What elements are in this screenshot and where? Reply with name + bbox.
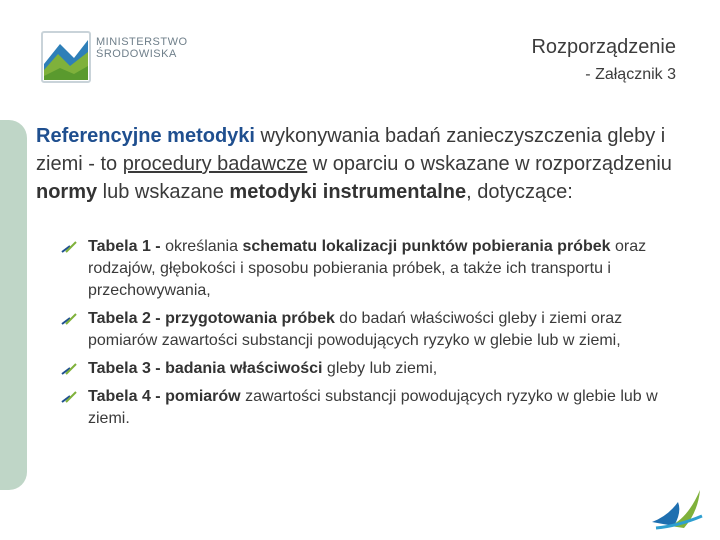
- leaf-arrow-icon: [60, 240, 78, 254]
- table-list: [60, 236, 680, 436]
- list-item-table-1: [60, 236, 680, 302]
- intro-text-1: wykonywania badań zanieczyszczenia gleby i ziemi - to: [36, 125, 666, 175]
- intro-term-procedures: procedury badawcze: [122, 153, 308, 175]
- list-item-table-2: [60, 308, 680, 352]
- intro-paragraph: [36, 122, 686, 206]
- item-4-label: Tabela 4 - pomiarów: [88, 388, 241, 405]
- list-item-table-4: [60, 386, 680, 430]
- intro-term-methods: Referencyjne metodyki: [36, 125, 255, 147]
- intro-text-3: lub wskazane: [97, 181, 230, 203]
- item-3-label: Tabela 3 - badania właściwości: [88, 360, 323, 377]
- page-subtitle: - Załącznik 3: [585, 66, 676, 83]
- logo-line-1: MINISTERSTWO: [96, 36, 188, 48]
- leaf-arrow-icon: [60, 362, 78, 376]
- item-3-text: gleby lub ziemi,: [322, 360, 438, 377]
- logo-line-2: ŚRODOWISKA: [96, 48, 177, 60]
- item-1-text-b: oraz rodzajów, głębokości i sposobu pobierania próbek, a także ich transportu i przechowywania,: [88, 238, 647, 299]
- list-item-table-3: [60, 358, 680, 380]
- item-2-label: Tabela 2 - przygotowania próbek: [88, 310, 335, 327]
- item-1-emph: schematu lokalizacji punktów pobierania próbek: [242, 238, 611, 255]
- intro-term-instrumental: metodyki instrumentalne: [229, 181, 467, 203]
- item-1-label: Tabela 1 -: [88, 238, 166, 255]
- item-1-text-a: określania: [165, 238, 243, 255]
- item-4-text: zawartości substancji powodujących ryzyko w glebie lub w ziemi.: [88, 388, 658, 427]
- page-title: Rozporządzenie: [531, 36, 676, 58]
- left-accent-bar: [0, 120, 27, 490]
- leaf-arrow-icon: [60, 312, 78, 326]
- intro-text-2: w oparciu o wskazane w rozporządzeniu: [307, 153, 672, 175]
- item-2-text: do badań właściwości gleby i ziemi oraz pomiarów zawartości substancji powodujących ryzyko w glebie lub w ziemi,: [88, 310, 623, 349]
- logo-wordmark: [96, 36, 188, 60]
- leaf-arrow-icon: [60, 390, 78, 404]
- intro-text-4: , dotyczące:: [466, 181, 573, 203]
- swoosh-logo-icon: [648, 482, 706, 530]
- intro-term-norms: normy: [36, 181, 98, 203]
